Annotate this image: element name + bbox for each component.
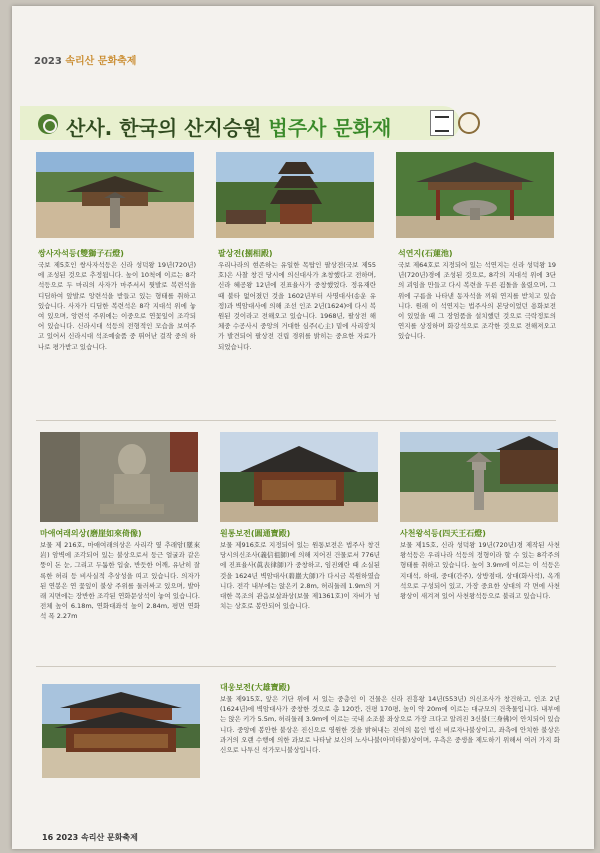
unesco-logo-icon — [430, 110, 454, 136]
item-title-daeungbojeon: 대웅보전(大雄寶殿) — [220, 683, 291, 692]
header-year: 2023 — [34, 56, 62, 67]
photo-four-heavenly-kings-lantern — [400, 432, 558, 522]
bullet-circle-icon — [38, 114, 58, 134]
photo-twin-lion-lantern — [36, 152, 194, 238]
item-title-four-heavenly-kings-lantern: 사천왕석등(四天王石燈) — [400, 529, 486, 538]
item-title-twin-lion-lantern: 쌍사자석등(雙獅子石燈) — [38, 249, 124, 258]
running-head — [34, 52, 136, 67]
page-title — [66, 112, 391, 141]
page-number: 16 — [42, 833, 54, 842]
header-festival: 속리산 문화축제 — [65, 56, 137, 67]
item-body-four-heavenly-kings-lantern: 보물 제15호, 신라 성덕왕 19년(720년)경 제작된 사천왕석등은 우리나라 석등의 정형이라 할 수 있는 8각주의 형태를 취하고 있습니다. 높이 3.9m에 이르는 이 석등은 지대석, 하대, 중대(간주), 상방점대, 상대(화사석), 옥개석으로 구성되어 있고, 가장 중요한 상대의 각 면에 사천왕상이 새겨져 있어 사천왕석등으로 불리고 있습니다. — [400, 541, 560, 601]
magazine-page — [12, 6, 594, 849]
photo-wontongbojeon — [220, 432, 378, 522]
item-title-palsangjeon: 팔상전(捌相殿) — [218, 249, 273, 258]
item-body-stone-lotus-pond: 국보 제64호로 지정되어 있는 석연지는 신라 성덕왕 19년(720년)경에 조성된 것으로, 8각의 지대석 위에 3단의 괴임을 만들고 다시 복련을 두른 굄돌을 올렸으며, 그 위에 구름을 나타낸 동자석을 끼워 연지를 받치고 있습니다. 원래 이 석연지는 법주사의 본당이었던 용화보전이 있었을 때 그 장엄품을 설치했던 것으로 극락정토의 연지를 상징하며 화강석으로 조각한 것으로 전해져오고 있습니다. — [398, 261, 556, 341]
heritage-emblem-icon — [458, 112, 480, 134]
footer-year: 2023 — [55, 833, 79, 842]
title-prefix: 산사. 한국의 산지승원 — [66, 116, 262, 140]
item-body-palsangjeon: 우리나라의 현존하는 유일한 목탑인 팔상전(국보 제55호)은 사찰 창건 당시에 의신대사가 초창했다고 전하며, 신라 혜공왕 12년에 진표율사가 중창했었다. 정유재란 때 불타 없어졌던 것을 1602년부터 사명대사(송운 유정)과 벽암대사에 의해 조선 인조 2년(1624)에 다시 복원된 것이라고 전해오고 있습니다. 1968년, 팔상전 해체중 수공사시 중앙의 거대한 심주(心主) 밑에 사리장치가 발견되어 팔상전 건립 경위를 밝히는 중요한 자료가 되었습니다. — [218, 261, 376, 351]
photo-rock-buddha — [40, 432, 198, 522]
photo-daeungbojeon — [42, 684, 200, 778]
divider — [36, 666, 556, 667]
item-body-wontongbojeon: 보물 제916호로 지정되어 있는 원통보전은 법주사 창건 당시의신조사(義信祖師)에 의해 지어진 건물로서 776년에 진표율사(眞表律師)가 중창하고, 임진왜란 때 소실된 것을 1624년 벽암대사(碧巖大師)가 다시금 복원하였습니다. 전각 내부에는 앉은키 2.8m, 허리둘레 1.9m의 거대한 목조의 관음보살좌상(보물 제1361호)이 자비가 넘치는 상호로 봉안되어 있습니다. — [220, 541, 380, 611]
item-body-rock-buddha: 보물 제 216호, 마애여래의상은 사리각 옆 추래암(墜來岩) 암벽에 조각되어 있는 불상으로서 둥근 얼굴과 같은 뚱이 돈 눈, 그리고 두툼한 입술, 반듯한 어깨, 유난히 잘록한 허리 등 비사실적 추상성을 띠고 있습니다. 의자가 된 연봉은 연 꽃잎이 불상 주위를 둘러싸고 있으며, 발아래 지면에는 장반한 조각된 연화문상석이 놓여 있습니다. 전체 높이 6.18m, 연화대좌석 높이 2.84m, 평면 연화석 폭 2.27m — [40, 541, 200, 621]
footer-festival: 속리산 문화축제 — [81, 833, 138, 842]
item-title-wontongbojeon: 원통보전(圓通寶殿) — [220, 529, 291, 538]
item-title-stone-lotus-pond: 석연지(石蓮池) — [398, 249, 453, 258]
item-body-daeungbojeon: 보물 제915호, 앞은 기단 위에 서 있는 중층인 이 건물은 신라 진흥왕 14년(553년) 의신조사가 창건하고, 인조 2년(1624년)에 벽암대사가 중창한 것으로 총 120칸, 건평 170평, 높이 약 20m에 이르는 대규모의 건축물입니다. 내부에는 앉은 키가 5.5m, 허리둘레 3.9m에 이르는 국내 소조불 좌상으로 가장 크다고 알려진 3신불(三身佛)이 안치되어 있습니다. 중앙에 봉안한 불상은 진신으로 영원한 것을 밝혀내는 진여의 몸인 법신 비로자나불상이고, 좌측에 안치한 불상은 과거의 오랜 수행에 의한 과보로 나타날 보신의 노사나불(아미타불)상이며, 우측은 중생을 제도하기 위해서 여러 가지 화신으로 나투신 석가모니불상입니다. — [220, 695, 560, 755]
title-highlight: 법주사 문화재 — [268, 116, 392, 140]
item-title-rock-buddha: 마애여래의상(磨崖如來倚像) — [40, 529, 142, 538]
item-body-twin-lion-lantern: 국보 제5호인 쌍사자석등은 신라 성덕왕 19년(720년)에 조성된 것으로 추정됩니다. 높이 10척에 이르는 8각석등으로 두 마리의 사자가 마주서서 뒷발로 복련석을 디딤하여 앞발로 앙련석을 받들고 있는 형태를 취하고 있습니다. 사자가 디딤한 복련석은 8각 지대석 위에 놓여 있으며, 앙련석 주위에는 이중으로 연꽃잎이 조각되어 있습니다. 신라시대 석등의 전형적인 모습을 보여주고 있어서 신라시대 석조예술품 중 뛰어난 걸작 중의 하나로 평가받고 있습니다. — [38, 261, 196, 351]
divider — [36, 420, 556, 421]
page-footer — [42, 832, 138, 843]
photo-palsangjeon — [216, 152, 374, 238]
photo-stone-lotus-pond — [396, 152, 554, 238]
